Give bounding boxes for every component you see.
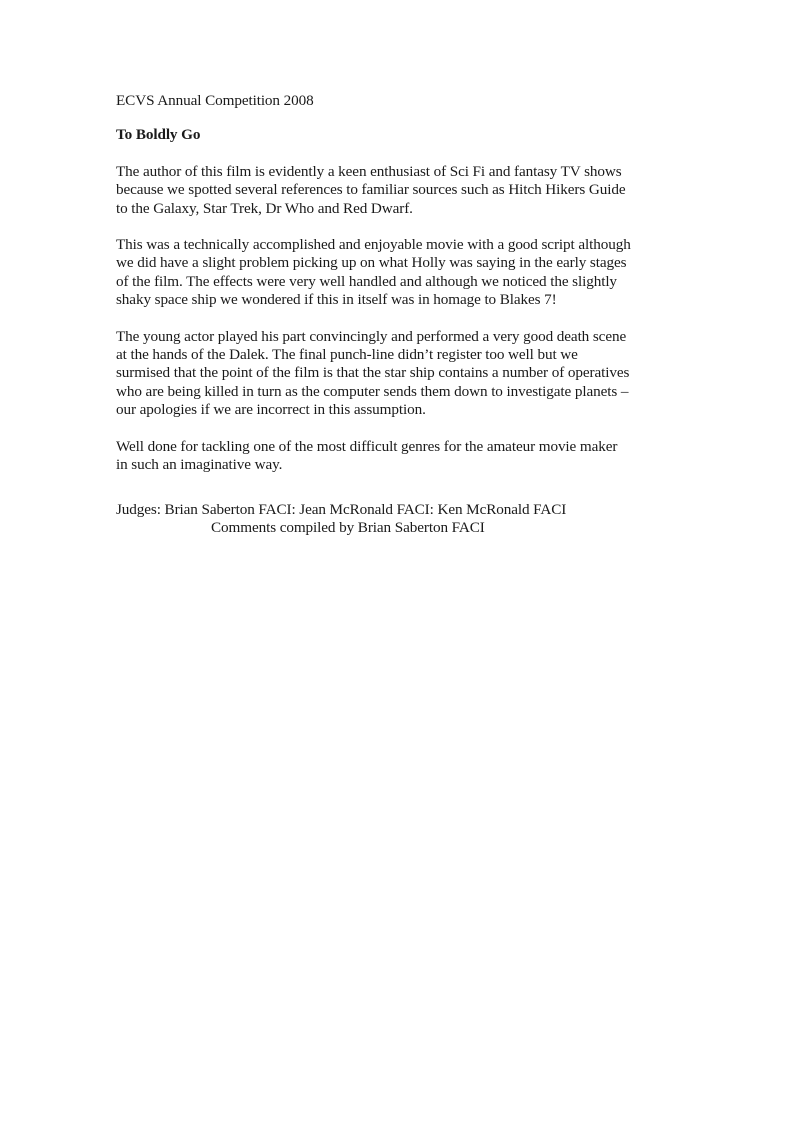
competition-heading: ECVS Annual Competition 2008 [116, 92, 314, 109]
document-page [116, 92, 676, 537]
paragraph-line: of the film. The effects were very well handled and although we noticed the slightly [116, 272, 617, 290]
paragraph-line: surmised that the point of the film is that the star ship contains a number of operatives [116, 364, 630, 382]
paragraph-line: who are being killed in turn as the computer sends them down to investigate planets – [116, 382, 629, 400]
paragraph-line: The young actor played his part convincingly and performed a very good death scene [116, 327, 627, 345]
paragraph-line: The author of this film is evidently a keen enthusiast of Sci Fi and fantasy TV shows [116, 162, 622, 180]
judges-line: Judges: Brian Saberton FACI: Jean McRonald FACI: Ken McRonald FACI [116, 500, 567, 518]
paragraph-line: shaky space ship we wondered if this in itself was in homage to Blakes 7! [116, 291, 557, 309]
paragraph-closing [116, 438, 672, 475]
paragraph-line: we did have a slight problem picking up on what Holly was saying in the early stages [116, 254, 627, 272]
paragraph-line: This was a technically accomplished and enjoyable movie with a good script although [116, 236, 631, 254]
judges-block [116, 501, 676, 538]
paragraph-line: Well done for tackling one of the most difficult genres for the amateur movie maker [116, 437, 618, 455]
paragraph-actor [116, 328, 672, 420]
paragraph-line: at the hands of the Dalek. The final punch-line didn’t register too well but we [116, 346, 578, 364]
paragraph-line: our apologies if we are incorrect in this assumption. [116, 401, 426, 419]
paragraph-references [116, 163, 672, 218]
paragraph-technical [116, 236, 672, 310]
paragraph-line: because we spotted several references to familiar sources such as Hitch Hikers Guide [116, 181, 626, 199]
film-title: To Boldly Go [116, 126, 201, 144]
paragraph-line: in such an imaginative way. [116, 456, 283, 474]
compiled-by-line: Comments compiled by Brian Saberton FACI [211, 518, 485, 536]
paragraph-line: to the Galaxy, Star Trek, Dr Who and Red Dwarf. [116, 199, 413, 217]
